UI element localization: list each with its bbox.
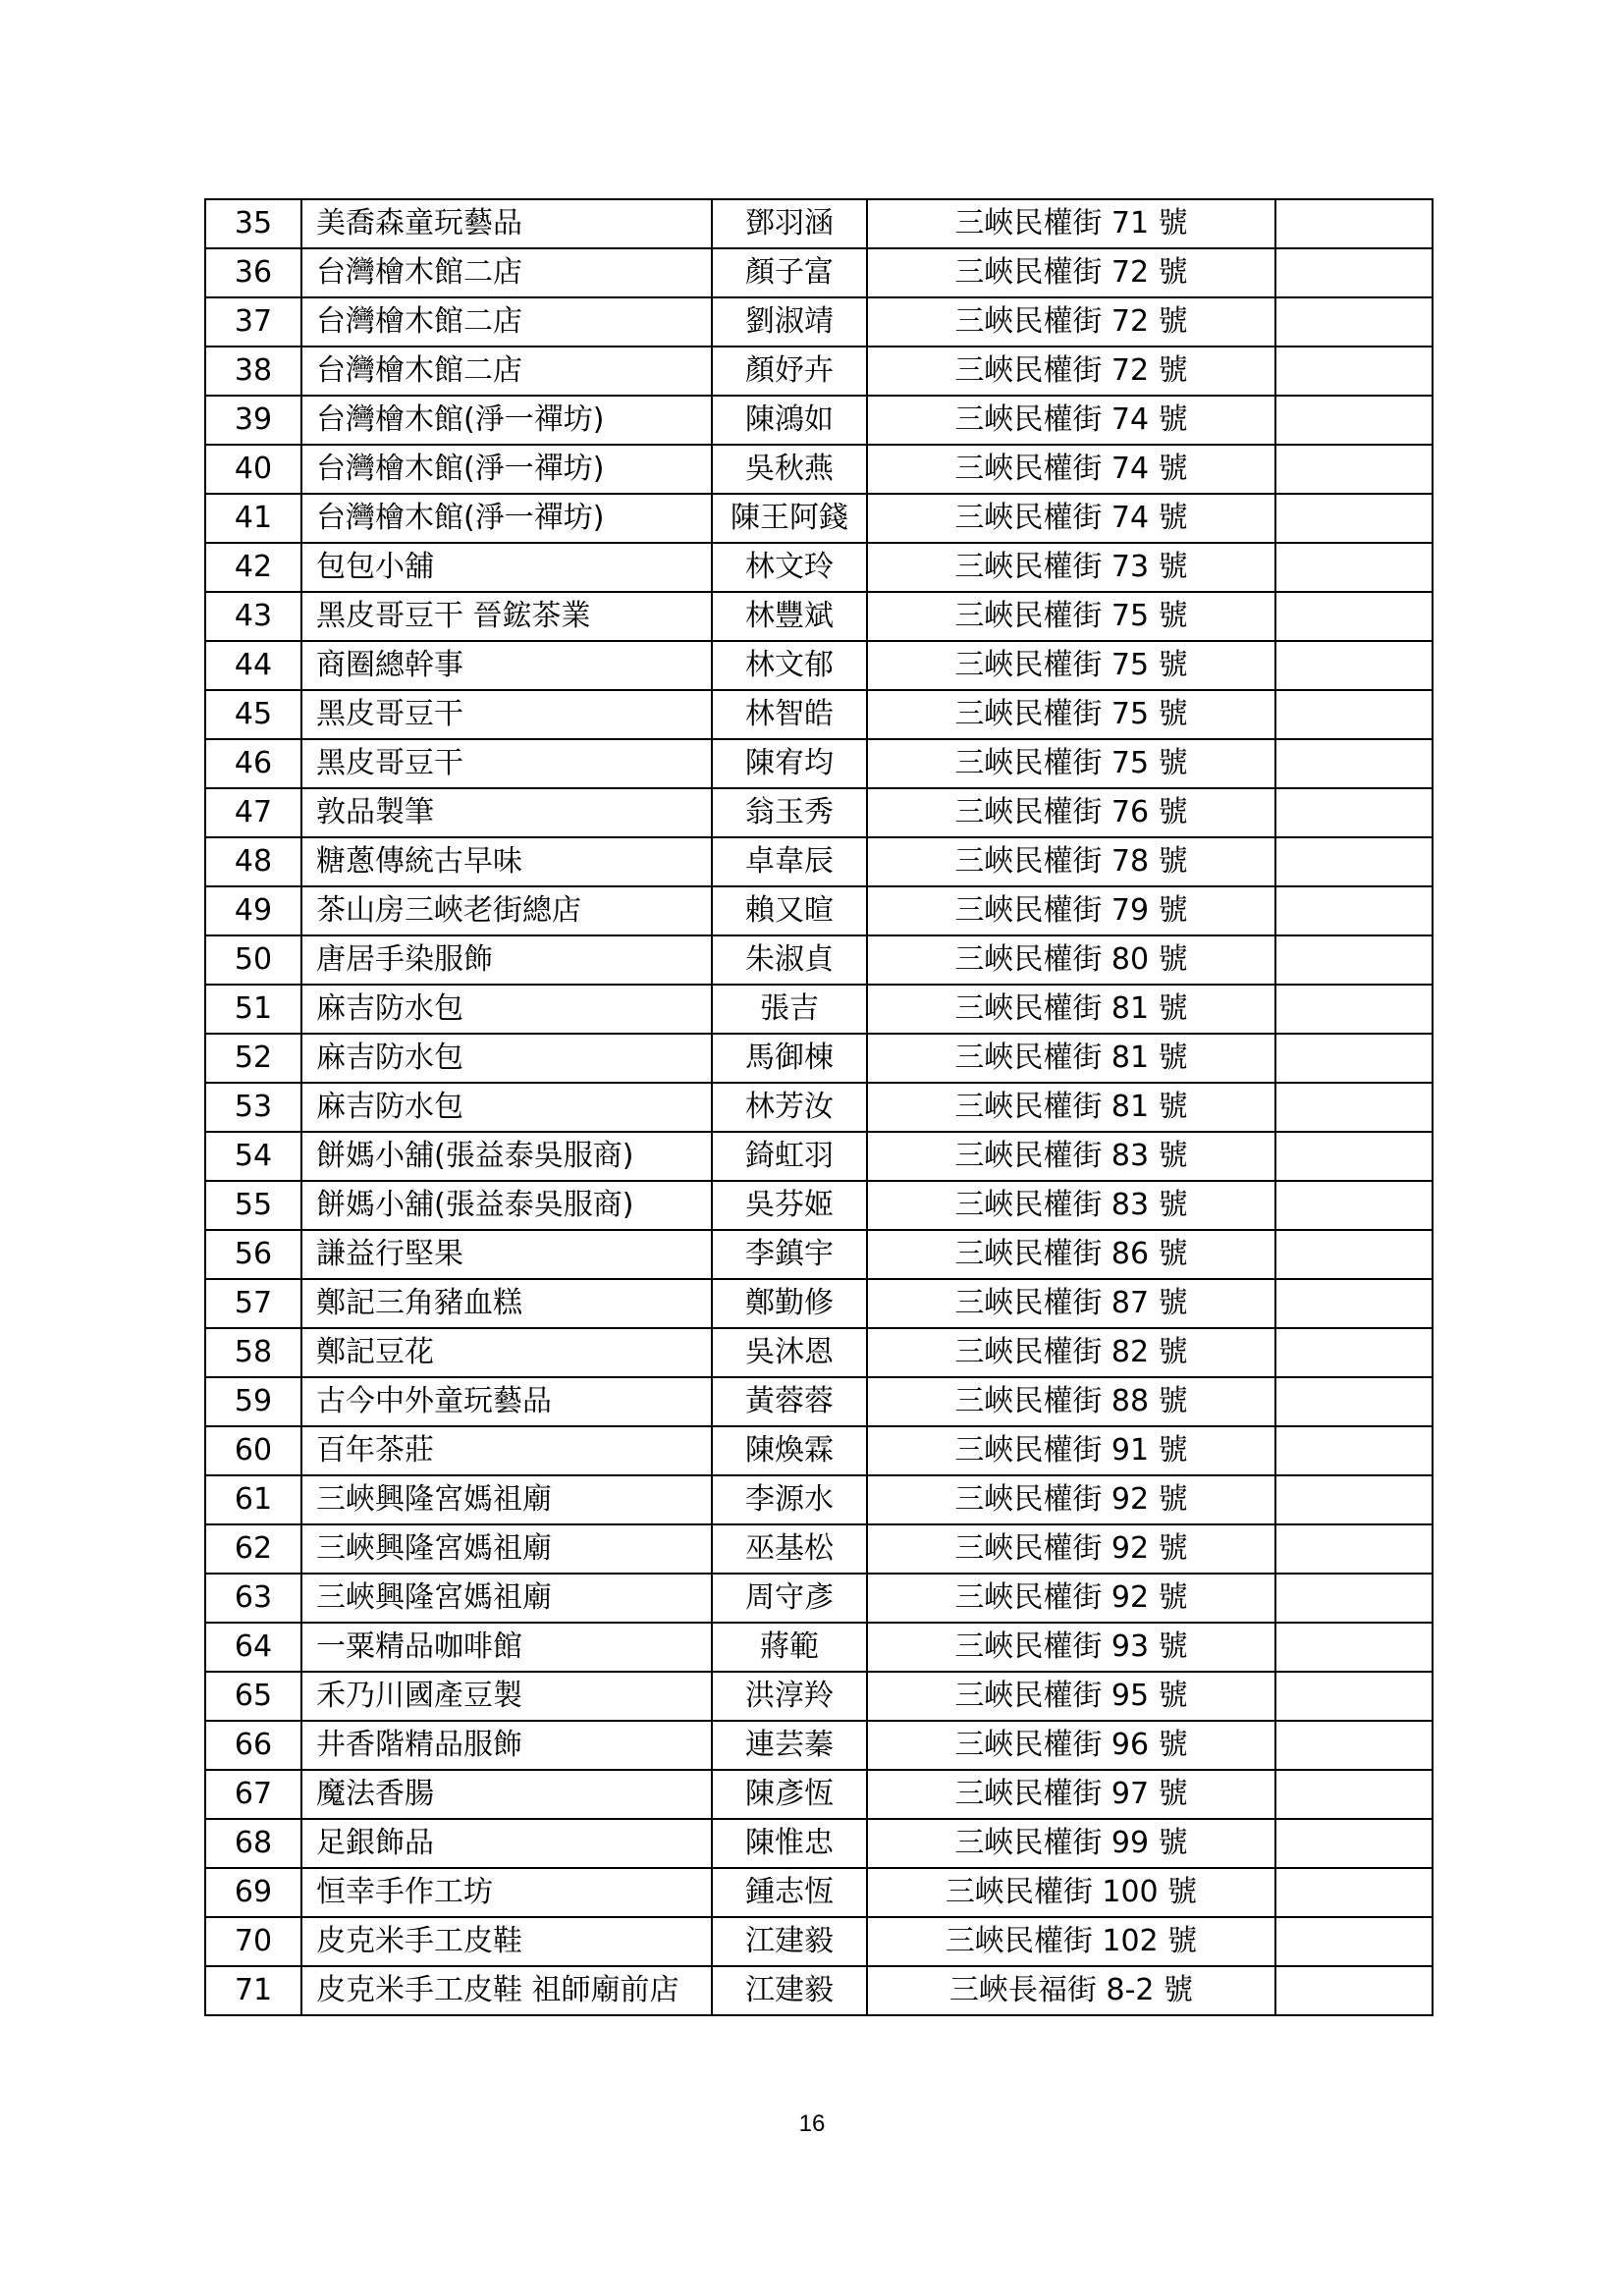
person-name-cell: 鄭勤修 bbox=[712, 1279, 867, 1328]
table-row bbox=[205, 1230, 1433, 1279]
address-cell: 三峽民權街 74 號 bbox=[867, 494, 1275, 543]
row-number-cell: 37 bbox=[205, 297, 301, 347]
person-name-cell: 洪淳羚 bbox=[712, 1672, 867, 1721]
note-cell bbox=[1275, 739, 1433, 788]
row-number-cell: 64 bbox=[205, 1623, 301, 1672]
address-cell: 三峽民權街 81 號 bbox=[867, 985, 1275, 1034]
person-name-cell: 劉淑靖 bbox=[712, 297, 867, 347]
shop-name-cell: 糖蔥傳統古早味 bbox=[301, 837, 712, 886]
row-number-cell: 65 bbox=[205, 1672, 301, 1721]
shop-name-cell: 皮克米手工皮鞋 bbox=[301, 1917, 712, 1966]
table-row bbox=[205, 1132, 1433, 1181]
address-cell: 三峽民權街 72 號 bbox=[867, 248, 1275, 297]
table-row bbox=[205, 1034, 1433, 1083]
note-cell bbox=[1275, 1868, 1433, 1917]
shop-name-cell: 百年茶莊 bbox=[301, 1426, 712, 1475]
address-cell: 三峽民權街 75 號 bbox=[867, 592, 1275, 641]
note-cell bbox=[1275, 1083, 1433, 1132]
address-cell: 三峽民權街 73 號 bbox=[867, 543, 1275, 592]
address-cell: 三峽民權街 92 號 bbox=[867, 1574, 1275, 1623]
note-cell bbox=[1275, 1377, 1433, 1426]
shop-name-cell: 恒幸手作工坊 bbox=[301, 1868, 712, 1917]
shop-name-cell: 台灣檜木館二店 bbox=[301, 248, 712, 297]
row-number-cell: 60 bbox=[205, 1426, 301, 1475]
table-row bbox=[205, 1426, 1433, 1475]
person-name-cell: 馬御棟 bbox=[712, 1034, 867, 1083]
note-cell bbox=[1275, 494, 1433, 543]
row-number-cell: 57 bbox=[205, 1279, 301, 1328]
person-name-cell: 林智皓 bbox=[712, 690, 867, 739]
row-number-cell: 56 bbox=[205, 1230, 301, 1279]
row-number-cell: 43 bbox=[205, 592, 301, 641]
person-name-cell: 江建毅 bbox=[712, 1966, 867, 2015]
note-cell bbox=[1275, 592, 1433, 641]
shop-name-cell: 皮克米手工皮鞋 祖師廟前店 bbox=[301, 1966, 712, 2015]
table-row bbox=[205, 985, 1433, 1034]
address-cell: 三峽民權街 96 號 bbox=[867, 1721, 1275, 1770]
row-number-cell: 48 bbox=[205, 837, 301, 886]
person-name-cell: 陳鴻如 bbox=[712, 396, 867, 445]
shop-name-cell: 麻吉防水包 bbox=[301, 1083, 712, 1132]
address-cell: 三峽民權街 102 號 bbox=[867, 1917, 1275, 1966]
shop-name-cell: 鄭記三角豬血糕 bbox=[301, 1279, 712, 1328]
row-number-cell: 70 bbox=[205, 1917, 301, 1966]
person-name-cell: 朱淑貞 bbox=[712, 935, 867, 985]
table-row bbox=[205, 494, 1433, 543]
table-row bbox=[205, 297, 1433, 347]
table-row bbox=[205, 1524, 1433, 1574]
table-row bbox=[205, 199, 1433, 248]
table-row bbox=[205, 641, 1433, 690]
row-number-cell: 49 bbox=[205, 886, 301, 935]
row-number-cell: 39 bbox=[205, 396, 301, 445]
shop-name-cell: 黑皮哥豆干 bbox=[301, 690, 712, 739]
row-number-cell: 54 bbox=[205, 1132, 301, 1181]
person-name-cell: 林豐斌 bbox=[712, 592, 867, 641]
note-cell bbox=[1275, 199, 1433, 248]
person-name-cell: 江建毅 bbox=[712, 1917, 867, 1966]
address-cell: 三峽民權街 99 號 bbox=[867, 1819, 1275, 1868]
address-cell: 三峽民權街 86 號 bbox=[867, 1230, 1275, 1279]
shop-name-cell: 台灣檜木館(淨一禪坊) bbox=[301, 445, 712, 494]
address-cell: 三峽民權街 75 號 bbox=[867, 690, 1275, 739]
address-cell: 三峽民權街 93 號 bbox=[867, 1623, 1275, 1672]
address-cell: 三峽民權街 71 號 bbox=[867, 199, 1275, 248]
shop-name-cell: 台灣檜木館(淨一禪坊) bbox=[301, 396, 712, 445]
person-name-cell: 李源水 bbox=[712, 1475, 867, 1524]
note-cell bbox=[1275, 1034, 1433, 1083]
person-name-cell: 吳秋燕 bbox=[712, 445, 867, 494]
table-row bbox=[205, 1917, 1433, 1966]
row-number-cell: 40 bbox=[205, 445, 301, 494]
note-cell bbox=[1275, 1672, 1433, 1721]
address-cell: 三峽民權街 92 號 bbox=[867, 1524, 1275, 1574]
person-name-cell: 林文郁 bbox=[712, 641, 867, 690]
shop-name-cell: 麻吉防水包 bbox=[301, 985, 712, 1034]
note-cell bbox=[1275, 1623, 1433, 1672]
person-name-cell: 顏子富 bbox=[712, 248, 867, 297]
row-number-cell: 53 bbox=[205, 1083, 301, 1132]
person-name-cell: 李鎮宇 bbox=[712, 1230, 867, 1279]
address-cell: 三峽民權街 81 號 bbox=[867, 1034, 1275, 1083]
shop-name-cell: 台灣檜木館二店 bbox=[301, 347, 712, 396]
shop-name-cell: 餅媽小舖(張益泰吳服商) bbox=[301, 1181, 712, 1230]
note-cell bbox=[1275, 1917, 1433, 1966]
note-cell bbox=[1275, 1279, 1433, 1328]
note-cell bbox=[1275, 1819, 1433, 1868]
note-cell bbox=[1275, 1574, 1433, 1623]
row-number-cell: 61 bbox=[205, 1475, 301, 1524]
shop-name-cell: 美喬森童玩藝品 bbox=[301, 199, 712, 248]
shop-name-cell: 商圈總幹事 bbox=[301, 641, 712, 690]
person-name-cell: 蔣範 bbox=[712, 1623, 867, 1672]
row-number-cell: 71 bbox=[205, 1966, 301, 2015]
address-cell: 三峽民權街 76 號 bbox=[867, 788, 1275, 837]
person-name-cell: 卓韋辰 bbox=[712, 837, 867, 886]
shop-name-cell: 禾乃川國產豆製 bbox=[301, 1672, 712, 1721]
shop-name-cell: 台灣檜木館(淨一禪坊) bbox=[301, 494, 712, 543]
note-cell bbox=[1275, 1230, 1433, 1279]
note-cell bbox=[1275, 837, 1433, 886]
person-name-cell: 錡虹羽 bbox=[712, 1132, 867, 1181]
note-cell bbox=[1275, 1426, 1433, 1475]
row-number-cell: 55 bbox=[205, 1181, 301, 1230]
row-number-cell: 68 bbox=[205, 1819, 301, 1868]
row-number-cell: 44 bbox=[205, 641, 301, 690]
shop-name-cell: 黑皮哥豆干 bbox=[301, 739, 712, 788]
address-cell: 三峽民權街 91 號 bbox=[867, 1426, 1275, 1475]
row-number-cell: 46 bbox=[205, 739, 301, 788]
row-number-cell: 41 bbox=[205, 494, 301, 543]
table-row bbox=[205, 1721, 1433, 1770]
note-cell bbox=[1275, 1328, 1433, 1377]
row-number-cell: 35 bbox=[205, 199, 301, 248]
row-number-cell: 51 bbox=[205, 985, 301, 1034]
row-number-cell: 63 bbox=[205, 1574, 301, 1623]
person-name-cell: 翁玉秀 bbox=[712, 788, 867, 837]
table-row bbox=[205, 396, 1433, 445]
person-name-cell: 周守彥 bbox=[712, 1574, 867, 1623]
shop-name-cell: 足銀飾品 bbox=[301, 1819, 712, 1868]
table-row bbox=[205, 1377, 1433, 1426]
person-name-cell: 林文玲 bbox=[712, 543, 867, 592]
page-number: 16 bbox=[798, 2110, 826, 2137]
note-cell bbox=[1275, 1132, 1433, 1181]
address-cell: 三峽民權街 82 號 bbox=[867, 1328, 1275, 1377]
row-number-cell: 69 bbox=[205, 1868, 301, 1917]
shop-list-table bbox=[204, 198, 1434, 2016]
shop-name-cell: 包包小舖 bbox=[301, 543, 712, 592]
note-cell bbox=[1275, 1475, 1433, 1524]
table-row bbox=[205, 837, 1433, 886]
table-row bbox=[205, 445, 1433, 494]
shop-name-cell: 黑皮哥豆干 晉鋐茶業 bbox=[301, 592, 712, 641]
address-cell: 三峽民權街 74 號 bbox=[867, 445, 1275, 494]
person-name-cell: 陳王阿錢 bbox=[712, 494, 867, 543]
shop-name-cell: 茶山房三峽老街總店 bbox=[301, 886, 712, 935]
row-number-cell: 38 bbox=[205, 347, 301, 396]
note-cell bbox=[1275, 985, 1433, 1034]
address-cell: 三峽民權街 95 號 bbox=[867, 1672, 1275, 1721]
person-name-cell: 林芳汝 bbox=[712, 1083, 867, 1132]
note-cell bbox=[1275, 297, 1433, 347]
table-row bbox=[205, 347, 1433, 396]
table-row bbox=[205, 1770, 1433, 1819]
shop-name-cell: 三峽興隆宮媽祖廟 bbox=[301, 1574, 712, 1623]
note-cell bbox=[1275, 248, 1433, 297]
address-cell: 三峽民權街 72 號 bbox=[867, 297, 1275, 347]
row-number-cell: 47 bbox=[205, 788, 301, 837]
address-cell: 三峽民權街 81 號 bbox=[867, 1083, 1275, 1132]
address-cell: 三峽民權街 88 號 bbox=[867, 1377, 1275, 1426]
table-row bbox=[205, 1475, 1433, 1524]
person-name-cell: 吳沐恩 bbox=[712, 1328, 867, 1377]
table-row bbox=[205, 935, 1433, 985]
address-cell: 三峽民權街 87 號 bbox=[867, 1279, 1275, 1328]
table-row bbox=[205, 248, 1433, 297]
table-row bbox=[205, 739, 1433, 788]
shop-name-cell: 古今中外童玩藝品 bbox=[301, 1377, 712, 1426]
note-cell bbox=[1275, 445, 1433, 494]
table-row bbox=[205, 1819, 1433, 1868]
note-cell bbox=[1275, 396, 1433, 445]
address-cell: 三峽民權街 83 號 bbox=[867, 1132, 1275, 1181]
address-cell: 三峽民權街 75 號 bbox=[867, 739, 1275, 788]
shop-name-cell: 魔法香腸 bbox=[301, 1770, 712, 1819]
note-cell bbox=[1275, 1721, 1433, 1770]
note-cell bbox=[1275, 690, 1433, 739]
table-row bbox=[205, 1279, 1433, 1328]
person-name-cell: 陳煥霖 bbox=[712, 1426, 867, 1475]
person-name-cell: 鄧羽涵 bbox=[712, 199, 867, 248]
address-cell: 三峽民權街 75 號 bbox=[867, 641, 1275, 690]
note-cell bbox=[1275, 543, 1433, 592]
shop-name-cell: 三峽興隆宮媽祖廟 bbox=[301, 1475, 712, 1524]
row-number-cell: 52 bbox=[205, 1034, 301, 1083]
address-cell: 三峽民權街 79 號 bbox=[867, 886, 1275, 935]
address-cell: 三峽民權街 97 號 bbox=[867, 1770, 1275, 1819]
person-name-cell: 連芸蓁 bbox=[712, 1721, 867, 1770]
note-cell bbox=[1275, 1966, 1433, 2015]
table-row bbox=[205, 886, 1433, 935]
note-cell bbox=[1275, 886, 1433, 935]
address-cell: 三峽長福街 8-2 號 bbox=[867, 1966, 1275, 2015]
person-name-cell: 張吉 bbox=[712, 985, 867, 1034]
shop-name-cell: 敦品製筆 bbox=[301, 788, 712, 837]
shop-name-cell: 鄭記豆花 bbox=[301, 1328, 712, 1377]
shop-name-cell: 三峽興隆宮媽祖廟 bbox=[301, 1524, 712, 1574]
address-cell: 三峽民權街 80 號 bbox=[867, 935, 1275, 985]
row-number-cell: 59 bbox=[205, 1377, 301, 1426]
address-cell: 三峽民權街 92 號 bbox=[867, 1475, 1275, 1524]
person-name-cell: 顏妤卉 bbox=[712, 347, 867, 396]
address-cell: 三峽民權街 83 號 bbox=[867, 1181, 1275, 1230]
table-row bbox=[205, 543, 1433, 592]
address-cell: 三峽民權街 74 號 bbox=[867, 396, 1275, 445]
shop-name-cell: 麻吉防水包 bbox=[301, 1034, 712, 1083]
table-row bbox=[205, 788, 1433, 837]
table-row bbox=[205, 1083, 1433, 1132]
person-name-cell: 賴又暄 bbox=[712, 886, 867, 935]
person-name-cell: 吳芬姬 bbox=[712, 1181, 867, 1230]
address-cell: 三峽民權街 100 號 bbox=[867, 1868, 1275, 1917]
shop-name-cell: 台灣檜木館二店 bbox=[301, 297, 712, 347]
address-cell: 三峽民權街 78 號 bbox=[867, 837, 1275, 886]
note-cell bbox=[1275, 1181, 1433, 1230]
shop-name-cell: 唐居手染服飾 bbox=[301, 935, 712, 985]
row-number-cell: 66 bbox=[205, 1721, 301, 1770]
address-cell: 三峽民權街 72 號 bbox=[867, 347, 1275, 396]
row-number-cell: 36 bbox=[205, 248, 301, 297]
shop-name-cell: 井香階精品服飾 bbox=[301, 1721, 712, 1770]
note-cell bbox=[1275, 1770, 1433, 1819]
row-number-cell: 62 bbox=[205, 1524, 301, 1574]
table-row bbox=[205, 1966, 1433, 2015]
shop-name-cell: 謙益行堅果 bbox=[301, 1230, 712, 1279]
table-row bbox=[205, 690, 1433, 739]
shop-name-cell: 餅媽小舖(張益泰吳服商) bbox=[301, 1132, 712, 1181]
table-row bbox=[205, 1328, 1433, 1377]
person-name-cell: 陳彥恆 bbox=[712, 1770, 867, 1819]
table-row bbox=[205, 592, 1433, 641]
person-name-cell: 陳宥均 bbox=[712, 739, 867, 788]
row-number-cell: 50 bbox=[205, 935, 301, 985]
row-number-cell: 42 bbox=[205, 543, 301, 592]
note-cell bbox=[1275, 788, 1433, 837]
row-number-cell: 45 bbox=[205, 690, 301, 739]
note-cell bbox=[1275, 347, 1433, 396]
table-row bbox=[205, 1868, 1433, 1917]
row-number-cell: 67 bbox=[205, 1770, 301, 1819]
note-cell bbox=[1275, 641, 1433, 690]
person-name-cell: 陳惟忠 bbox=[712, 1819, 867, 1868]
table-body bbox=[205, 199, 1433, 2015]
table-row bbox=[205, 1623, 1433, 1672]
table-row bbox=[205, 1574, 1433, 1623]
person-name-cell: 鍾志恆 bbox=[712, 1868, 867, 1917]
person-name-cell: 黃蓉蓉 bbox=[712, 1377, 867, 1426]
table-row bbox=[205, 1181, 1433, 1230]
shop-name-cell: 一粟精品咖啡館 bbox=[301, 1623, 712, 1672]
note-cell bbox=[1275, 935, 1433, 985]
row-number-cell: 58 bbox=[205, 1328, 301, 1377]
table-row bbox=[205, 1672, 1433, 1721]
person-name-cell: 巫基松 bbox=[712, 1524, 867, 1574]
note-cell bbox=[1275, 1524, 1433, 1574]
